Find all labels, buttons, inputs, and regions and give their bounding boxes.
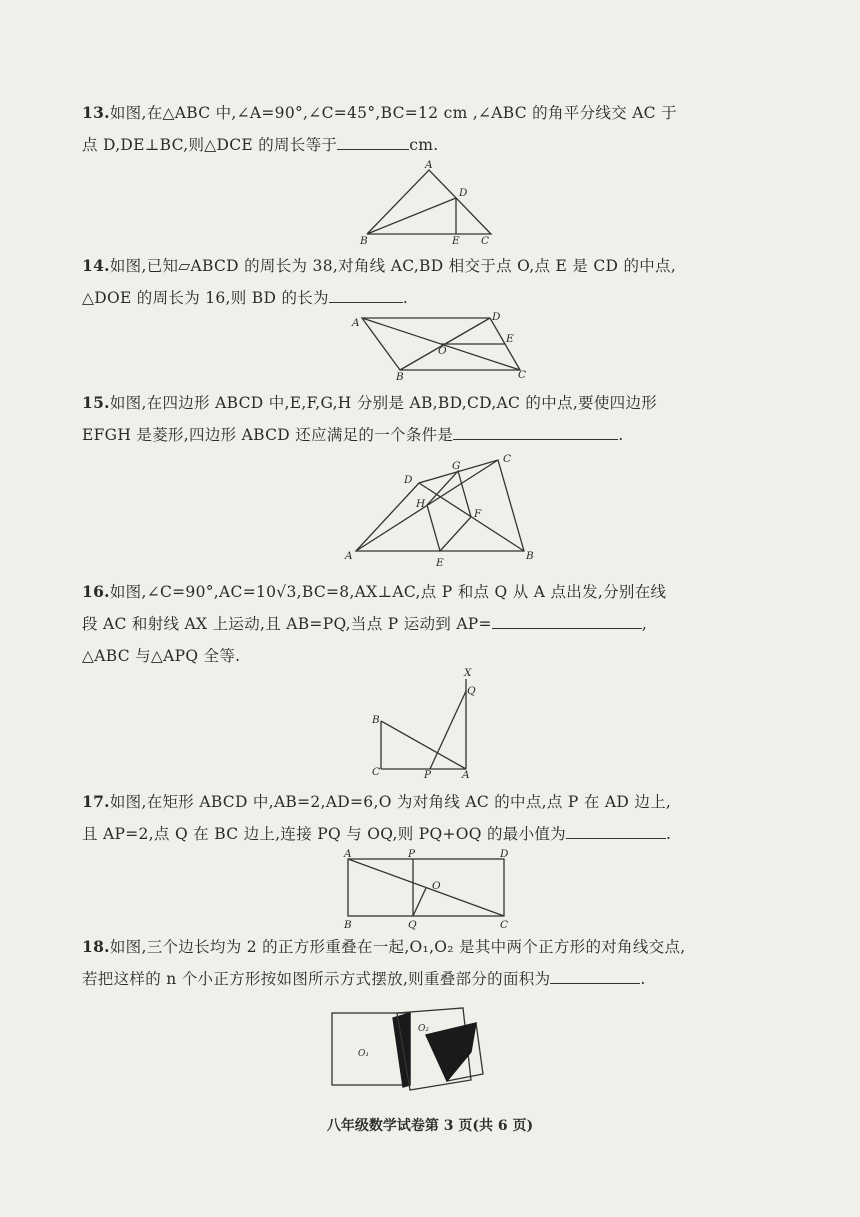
segment-oq: [413, 888, 426, 916]
label-a: A: [352, 317, 360, 329]
question-text: 且 AP=2,点 Q 在 BC 边上,连接 PQ 与 OQ,则 PQ+OQ 的最小值为: [82, 825, 566, 843]
figure-13: [355, 158, 505, 246]
label-d: D: [492, 311, 501, 323]
question-text: 段 AC 和射线 AX 上运动,且 AB=PQ,当点 P 运动到 AP=: [82, 615, 492, 633]
label-o: O: [438, 345, 447, 357]
question-text: 如图,已知▱ABCD 的周长为 38,对角线 AC,BD 相交于点 O,点 E 是 CD 的中点,: [109, 257, 677, 275]
label-b: B: [344, 919, 352, 931]
question-number: 14.: [82, 256, 110, 275]
label-f: F: [474, 508, 482, 520]
question-text: .: [640, 970, 646, 988]
figure-14: [348, 306, 538, 384]
label-o2: O₂: [418, 1024, 429, 1034]
answer-blank[interactable]: [550, 969, 640, 984]
label-e: E: [452, 235, 460, 246]
label-d: D: [404, 474, 413, 486]
label-g: G: [452, 460, 461, 472]
label-b: B: [360, 235, 368, 246]
quadrilateral-efgh: [427, 471, 471, 551]
question-text: 如图,在△ABC 中,∠A=90°,∠C=45°,BC=12 cm ,∠ABC 的角平分线交 AC 于: [109, 104, 677, 122]
question-16: [82, 576, 782, 672]
question-text: △ABC 与△APQ 全等.: [82, 647, 241, 665]
label-d: D: [500, 848, 509, 860]
question-text: 若把这样的 n 个小正方形按如图所示方式摆放,则重叠部分的面积为: [82, 970, 551, 988]
question-text: 如图,在四边形 ABCD 中,E,F,G,H 分别是 AB,BD,CD,AC 的中点,要使四边形: [109, 394, 658, 412]
question-text: EFGH 是菱形,四边形 ABCD 还应满足的一个条件是: [82, 426, 454, 444]
question-text: .: [666, 825, 672, 843]
question-text: 点 D,DE⊥BC,则△DCE 的周长等于: [82, 136, 338, 154]
label-b: B: [372, 714, 380, 726]
question-17: [82, 786, 782, 850]
label-a: A: [345, 550, 353, 562]
segment-pq: [430, 691, 466, 769]
question-13: [82, 97, 782, 161]
answer-blank[interactable]: [453, 425, 618, 440]
answer-blank[interactable]: [566, 824, 666, 839]
answer-blank[interactable]: [337, 135, 409, 150]
label-c: C: [372, 766, 381, 778]
question-text: 如图,三个边长均为 2 的正方形重叠在一起,O₁,O₂ 是其中两个正方形的对角线交点,: [109, 938, 686, 956]
page-footer: 八年级数学试卷第 3 页(共 6 页): [326, 1118, 534, 1134]
figure-18: [322, 1004, 532, 1096]
label-p: P: [408, 848, 416, 860]
question-number: 17.: [82, 792, 110, 811]
label-o: O: [432, 880, 441, 892]
label-h: H: [416, 498, 426, 510]
diagonal-ac: [348, 859, 504, 916]
question-text: .: [402, 289, 409, 307]
label-x: X: [464, 667, 472, 679]
question-number: 15.: [82, 393, 110, 412]
bisector-bd: [367, 198, 456, 234]
question-15: [82, 387, 782, 451]
label-a: A: [425, 159, 433, 171]
label-q: Q: [467, 685, 476, 697]
label-e: E: [506, 333, 514, 345]
label-a: A: [344, 848, 352, 860]
label-b: B: [526, 550, 534, 562]
label-d: D: [459, 187, 468, 199]
label-p: P: [424, 769, 432, 780]
question-text: .: [618, 426, 624, 444]
question-text: 如图,在矩形 ABCD 中,AB=2,AD=6,O 为对角线 AC 的中点,点 P 在 AD 边上,: [109, 793, 672, 811]
label-c: C: [500, 919, 509, 931]
label-o1: O₁: [358, 1049, 369, 1059]
label-b: B: [396, 371, 404, 383]
label-c: C: [481, 235, 490, 246]
question-text: 如图,∠C=90°,AC=10√3,BC=8,AX⊥AC,点 P 和点 Q 从 A 点出发,分别在线: [109, 583, 667, 601]
question-number: 18.: [82, 937, 110, 956]
label-e: E: [436, 557, 444, 569]
quadrilateral-abcd: [356, 460, 524, 551]
figure-17: [340, 846, 520, 931]
triangle-abc: [367, 170, 491, 234]
figure-16: [364, 665, 484, 780]
question-text: cm.: [409, 136, 439, 154]
figure-15: [340, 450, 545, 572]
question-14: [82, 250, 782, 314]
question-text: ,: [641, 615, 648, 633]
answer-blank[interactable]: [492, 614, 642, 629]
question-number: 13.: [82, 103, 110, 122]
overlap-region-2: [426, 1023, 476, 1081]
label-a: A: [462, 769, 470, 780]
question-text: △DOE 的周长为 16,则 BD 的长为: [82, 289, 329, 307]
segment-ba: [381, 721, 466, 769]
answer-blank[interactable]: [329, 288, 403, 303]
label-c: C: [518, 369, 527, 381]
label-c: C: [503, 453, 512, 465]
label-q: Q: [408, 919, 417, 931]
question-18: [82, 931, 782, 995]
question-number: 16.: [82, 582, 110, 601]
